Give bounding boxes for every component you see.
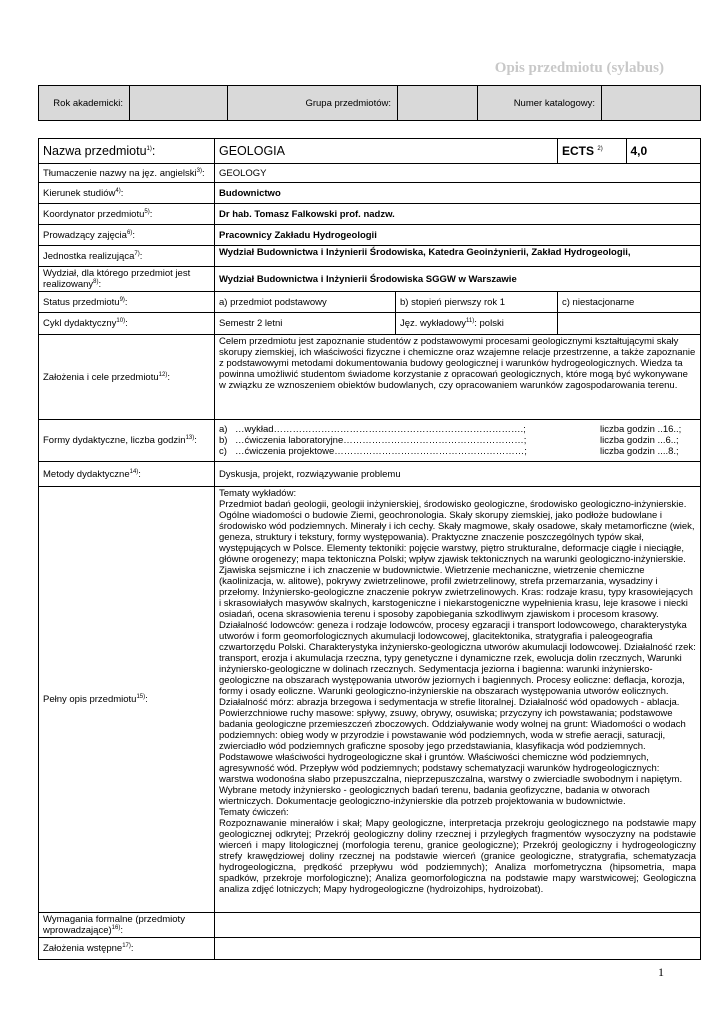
translation-value: GEOLOGY	[215, 164, 701, 183]
ects-value: 4,0	[626, 139, 658, 163]
status-a: a) przedmiot podstawowy	[215, 292, 396, 313]
teachers-label: Prowadzący zajęcia$^{6)}$:	[39, 225, 215, 246]
academic-year-value[interactable]	[130, 86, 228, 121]
status-label: Status przedmiotu$^{9)}$:	[39, 292, 215, 313]
coordinator-value: Dr hab. Tomasz Falkowski prof. nadzw.	[215, 204, 701, 225]
lectures-text: Przedmiot badań geologii, geologii inżynierskiej, środowisko geologiczne, środowisko geologiczno-inżynierskie. Ogólne wiadomości o budowie Ziemi, geochronologia. Skały skorupy ziemskiej, jako podłoże budowlane i środowisko wód podziemnych. Minerały i ich cechy. Skały magmowe, skały osadowe, skały metamorficzne (wiek, geneza, struktury i tekstury, formy występowania). Praktyczne znaczenie poszczególnych typów skał, występujących w Polsce. Elementy tektoniki: pojęcie warstwy, piętro strukturalne, deformacje ciągłe i nieciągłe, główne orogenezy; mapa tektoniczna Polski; wpływ zjawisk tektonicznych na warunki geologiczno-inżynierskie. Zjawiska sejsmiczne i ich znaczenie w budownictwie. Wietrzenie mechaniczne, wietrzenie chemiczne (kaolinizacja, w. alitowe), pokrywy zwietrzelinowe, profil zwietrzelinowy, strefa przemarzania, wysadziny i przełomy. Inżyniersko-geologiczne znaczenie pokryw zwietrzelinowych. Kras: rodzaje krasu, typy krasowiejących i skrasowiałych masywów skalnych, karstogeniczne i niekarstogeniczne wypełnienia krasu, leje krasowe i niecki osiadań, ocena skrasowienia terenu i sposoby zapobiegania szkodliwym zjawiskom i procesom krasowy. Działalność lodowców: geneza i rodzaje lodowców, procesy egzaracji i transport lodowcowego, charakterystyka utworów i form geomorfologicznych akumulacji lodowcowej, glacitektonika, stratygrafia i paleogeografia czwartorzędu Polski. Charakterystyka inżyniersko-geologiczna utworów akumulacji lodowcowej. Działalność rzek: transport, erozja i akumulacja rzeczna, typy genetyczne i dynamiczne rzek, ewolucja dolin rzecznych, Warunki inżyniersko-geologiczne w dolinach rzecznych. Sedymentacja jeziorna i bagienna: warunki inżyniersko-geologiczne na obszarach występowania utworów jeziornych i bagiennych. Procesy eoliczne: deflacja, korozja, formy i osady eoliczne. Warunki geologiczno-inżynierskie na obszarach występowania utworów eolicznych. Działalność mórz: abrazja brzegowa i sedymentacja w strefie litoralnej. Działalność wód opadowych - ablacja. Powierzchniowe ruchy masowe: spływy, zsuwy, obrywy, osuwiska; przyczyny ich powstawania; podstawowe badania geologiczne przemieszczeń zboczowych. Oddziaływanie wody wolnej na grunt: Wiadomości o wodach podziemnych: obieg wody w przyrodzie i powstawanie wód podziemnych, woda w strefie aeracji, saturacji, zwierciadło wód podziemnych graficzne sposoby jego przedstawiania, klasyfikacja wód podziemnych. Podstawowe właściwości hydrogeologiczne skał i gruntów. Właściwości chemiczne wód podziemnych, agresywność wód. Przepływ wód podziemnych; podstawy schematyzacji warunków hydrogeologicznych: warstwa wodonośna słabo przepuszczalna, nieprzepuszczalna, warstwy o zwierciadle swobodnym i napiętym. Wybrane metody inżyniersko - geologicznych badań terenu, badania geofizyczne, badania w otworach wiertniczych. Dokumentacje geologiczno-inżynierskie dla potrzeb projektowania w budownictwie.	[219, 499, 696, 807]
lectures-heading: Tematy wykładów:	[219, 488, 297, 499]
document-title: Opis przedmiotu (sylabus)	[494, 60, 664, 76]
cycle-label: Cykl dydaktyczny$^{10)}$:	[39, 313, 215, 335]
unit-label: Jednostka realizująca$^{7)}$:	[39, 246, 215, 267]
ects-cell	[558, 139, 701, 164]
row-goals	[39, 335, 701, 420]
exercises-text: Rozpoznawanie minerałów i skał; Mapy geologiczne, interpretacja przekroju geologicznego na podstawie mapy geologicznej odkrytej; Przekrój geologiczny doliny rzecznej i przyległych fragmentów wysoczyzny na podstawie wierceń i mapy litologicznej (morfologia terenu, granice geologiczne); Przekrój geologiczny i hydrogeologiczny strefy krawędziowej doliny rzecznej na podstawie wierceń (granice geologiczne, stratygrafia, schematyzacja hydrogeologiczna, prędkość przepływu wód podziemnych); Analiza morfometryczna (hipsometria, mapa spadków, przekroje morfologiczne); Analiza geomorfologiczna na podstawie mapy warstwicowej; Geologiczna analiza zdjęć lotniczych; Mapy hydrogeologiczne (hydroizohips, hydroizobat).	[219, 818, 696, 895]
row-field	[39, 183, 701, 204]
unit-value: Wydział Budownictwa i Inżynierii Środowiska, Katedra Geoinżynierii, Zakład Hydrogeologii,	[215, 246, 701, 267]
catalog-number-value[interactable]	[602, 86, 701, 121]
status-b: b) stopień pierwszy rok 1	[396, 292, 558, 313]
forms-list	[215, 420, 701, 462]
coordinator-label: Koordynator przedmiotu$^{5)}$:	[39, 204, 215, 225]
methods-value: Dyskusja, projekt, rozwiązywanie problemu	[215, 462, 701, 487]
row-translation	[39, 164, 701, 183]
row-faculty	[39, 267, 701, 292]
page-number: 1	[658, 965, 664, 979]
subject-name-value: GEOLOGIA	[215, 139, 558, 164]
forms-item: c) …ćwiczenia projektowe……………………………………………………; liczba godzin ....8.;	[219, 446, 679, 457]
goals-value: Celem przedmiotu jest zapoznanie studentów z podstawowymi procesami geologicznymi kształtującymi skały skorupy ziemskiej, ich właściwości fizyczne i chemiczne oraz wzajemne relacje przestrzenne, a także zapoznanie z podstawowymi metodami dokumentowania budowy geologicznej i warunków hydrogeologicznych. Wiedza ta powinna umożliwić studentom świadome korzystanie z opracowań geologicznych, które mogą być wykonywane w związku ze wznoszeniem obiektów budowlanych, czy opracowaniem warunków zagospodarowania terenu.	[215, 335, 701, 420]
subject-group-label: Grupa przedmiotów:	[228, 86, 398, 121]
academic-year-label: Rok akademicki:	[39, 86, 130, 121]
forms-label: Formy dydaktyczne, liczba godzin$^{13)}$:	[39, 420, 215, 462]
subject-group-value[interactable]	[398, 86, 478, 121]
subject-name-label: Nazwa przedmiotu$^{1)}$:	[39, 139, 215, 164]
faculty-value: Wydział Budownictwa i Inżynierii Środowiska SGGW w Warszawie	[215, 267, 701, 292]
syllabus-table	[38, 138, 701, 960]
goals-label: Założenia i cele przedmiotu$^{12)}$:	[39, 335, 215, 420]
row-description	[39, 487, 701, 913]
row-status	[39, 292, 701, 313]
row-forms	[39, 420, 701, 462]
exercises-heading: Tematy ćwiczeń:	[219, 807, 289, 818]
language-cell: Jęz. wykładowy$^{11)}$: polski	[396, 313, 558, 335]
ects-label: ECTS $^{2)}$	[562, 143, 603, 158]
description-label: Pełny opis przedmiotu$^{15)}$:	[39, 487, 215, 913]
prerequisites-value	[215, 938, 701, 960]
formal-value	[215, 913, 701, 938]
row-prerequisites	[39, 938, 701, 960]
top-info-table	[38, 85, 701, 121]
status-c: c) niestacjonarne	[558, 292, 701, 313]
forms-item: b) …ćwiczenia laboratoryjne…………………………………………………; liczba godzin ...6..;	[219, 435, 679, 446]
forms-item: a) …wykład…………………………………………………………………….; liczba godzin ..16..;	[219, 424, 682, 435]
row-methods	[39, 462, 701, 487]
teachers-value: Pracownicy Zakładu Hydrogeologii	[215, 225, 701, 246]
row-teachers	[39, 225, 701, 246]
formal-label: Wymagania formalne (przedmioty wprowadzające)$^{16)}$:	[39, 913, 215, 938]
row-coordinator	[39, 204, 701, 225]
field-value: Budownictwo	[215, 183, 701, 204]
cycle-value: Semestr 2 letni	[215, 313, 396, 335]
prerequisites-label: Założenia wstępne$^{17)}$:	[39, 938, 215, 960]
description-value	[215, 487, 701, 913]
row-formal	[39, 913, 701, 938]
row-unit	[39, 246, 701, 267]
faculty-label: Wydział, dla którego przedmiot jest realizowany$^{8)}$:	[39, 267, 215, 292]
field-label: Kierunek studiów$^{4)}$:	[39, 183, 215, 204]
catalog-number-label: Numer katalogowy:	[478, 86, 602, 121]
translation-label: Tłumaczenie nazwy na jęz. angielski$^{3)}$:	[39, 164, 215, 183]
row-cycle	[39, 313, 701, 335]
row-subject-name	[39, 139, 701, 164]
cycle-empty-cell	[558, 313, 701, 335]
methods-label: Metody dydaktyczne$^{14)}$:	[39, 462, 215, 487]
